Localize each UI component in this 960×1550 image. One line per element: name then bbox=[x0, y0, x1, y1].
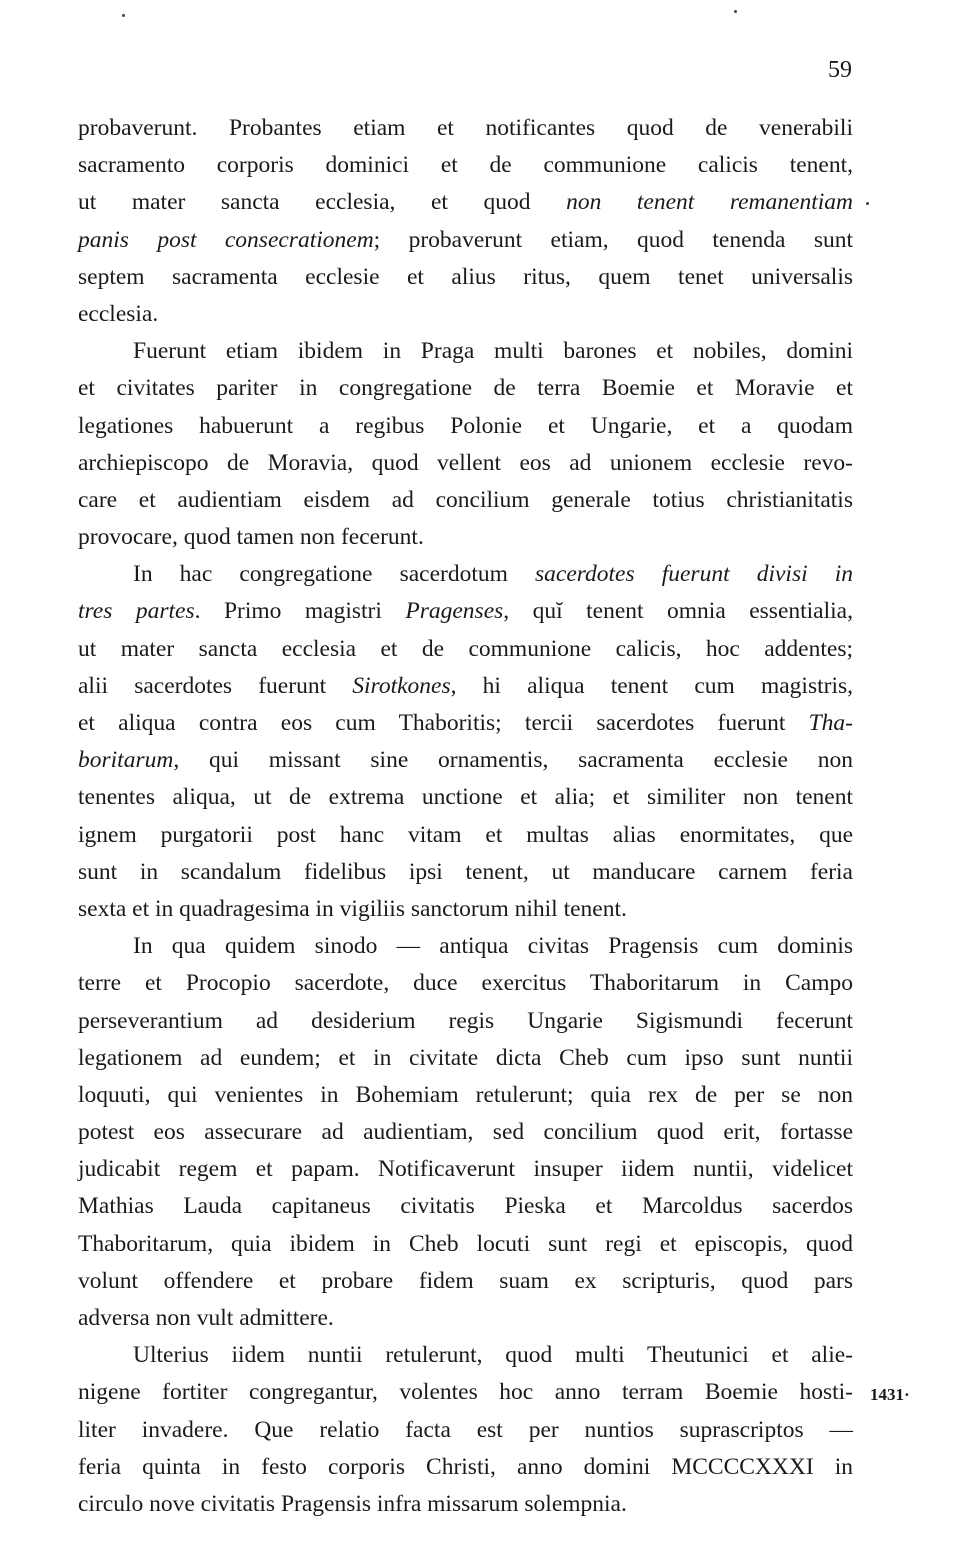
text-line: ut mater sancta ecclesia et de communione calicis, hoc addentes; bbox=[78, 635, 853, 662]
margin-year-note: 1431· bbox=[870, 1385, 910, 1404]
italic-text: tres partes bbox=[78, 598, 195, 625]
text-line: ecclesia. bbox=[78, 300, 159, 327]
italic-text: Tha- bbox=[808, 710, 853, 736]
text-line: sexta et in quadragesima in vigiliis sanctorum nihil tenent. bbox=[78, 895, 627, 922]
text-line: et civitates pariter in congregatione de terra Boemie et Moravie et bbox=[78, 375, 853, 402]
text-line: perseverantium ad desiderium regis Ungarie Sigismundi fecerunt bbox=[78, 1007, 853, 1034]
text-line: nigene fortiter congregantur, volentes hoc anno terram Boemie hosti- bbox=[78, 1379, 853, 1406]
italic-text: sacerdotes fuerunt divisi in bbox=[535, 561, 853, 588]
text-line: alii sacerdotes fuerunt Sirotkones, hi aliqua tenent cum magistris, bbox=[78, 672, 853, 699]
text-line: probaverunt. Probantes etiam et notificantes quod de venerabili bbox=[78, 115, 853, 141]
scan-speck bbox=[734, 10, 737, 13]
text-line: In qua quidem sinodo — antiqua civitas Pragensis cum dominis bbox=[133, 933, 853, 960]
text-line: potest eos assecurare ad audientiam, sed concilium quod erit, fortasse bbox=[78, 1119, 853, 1146]
italic-text: Sirotkones bbox=[352, 672, 451, 699]
italic-text: Pragenses bbox=[405, 598, 504, 625]
text-line: tres partes. Primo magistri Pragenses, quĭ tenent omnia essentialia, bbox=[78, 598, 853, 625]
text-line: legationes habuerunt a regibus Polonie et Ungarie, et a quodam bbox=[78, 412, 853, 439]
text-line: ut mater sancta ecclesia, et quod non tenent remanentiam bbox=[78, 189, 853, 216]
text-line: volunt offendere et probare fidem suam ex scripturis, quod pars bbox=[78, 1267, 853, 1294]
italic-text: non tenent remanentiam bbox=[566, 189, 853, 216]
scan-speck bbox=[866, 202, 869, 205]
text-line: Mathias Lauda capitaneus civitatis Pieska et Marcoldus sacerdos bbox=[78, 1193, 853, 1220]
text-line: feria quinta in festo corporis Christi, anno domini MCCCCXXXI in bbox=[78, 1453, 853, 1480]
text-line: circulo nove civitatis Pragensis infra missarum solempnia. bbox=[78, 1490, 627, 1517]
text-line: care et audientiam eisdem ad concilium generale totius christianitatis bbox=[78, 486, 853, 513]
text-line: In hac congregatione sacerdotum sacerdotes fuerunt divisi in bbox=[133, 561, 853, 588]
text-line: panis post consecrationem; probaverunt etiam, quod tenenda sunt bbox=[78, 226, 854, 253]
text-line: judicabit regem et papam. Notificaverunt insuper iidem nuntii, videlicet bbox=[78, 1156, 853, 1183]
text-line: ignem purgatorii post hanc vitam et multas alias enormitates, que bbox=[78, 821, 853, 848]
text-line: loquuti, qui venientes in Bohemiam retulerunt; quia rex de per se non bbox=[78, 1081, 853, 1108]
page-number: 59 bbox=[828, 57, 852, 83]
text-line: sacramento corporis dominici et de communione calicis tenent, bbox=[78, 152, 853, 179]
text-line: boritarum, qui missant sine ornamentis, sacramenta ecclesie non bbox=[78, 747, 853, 774]
text-line: Thaboritarum, quia ibidem in Cheb locuti sunt regi et episcopis, quod bbox=[78, 1230, 853, 1257]
text-line: archiepiscopo de Moravia, quod vellent eos ad unionem ecclesie revo- bbox=[78, 449, 853, 476]
text-line: sunt in scandalum fidelibus ipsi tenent, ut manducare carnem feria bbox=[78, 858, 853, 885]
text-line: liter invadere. Que relatio facta est per nuntios suprascriptos — bbox=[78, 1416, 853, 1443]
scan-speck bbox=[122, 14, 125, 17]
body-text bbox=[78, 110, 853, 1523]
italic-text: boritarum bbox=[78, 747, 174, 774]
italic-text: panis post consecrationem bbox=[78, 226, 374, 253]
text-line: terre et Procopio sacerdote, duce exercitus Thaboritarum in Campo bbox=[78, 970, 853, 997]
text-line: tenentes aliqua, ut de extrema unctione et alia; et similiter non tenent bbox=[78, 784, 853, 811]
text-line: et aliqua contra eos cum Thaboritis; tercii sacerdotes fuerunt Tha- bbox=[78, 710, 853, 736]
text-line: adversa non vult admittere. bbox=[78, 1305, 334, 1331]
text-line: septem sacramenta ecclesie et alius ritus, quem tenet universalis bbox=[78, 263, 853, 290]
text-line: Ulterius iidem nuntii retulerunt, quod multi Theutunici et alie- bbox=[133, 1342, 853, 1369]
text-line: provocare, quod tamen non fecerunt. bbox=[78, 524, 424, 551]
text-line: Fuerunt etiam ibidem in Praga multi barones et nobiles, domini bbox=[133, 338, 853, 365]
text-line: legationem ad eundem; et in civitate dicta Cheb cum ipso sunt nuntii bbox=[78, 1044, 853, 1071]
